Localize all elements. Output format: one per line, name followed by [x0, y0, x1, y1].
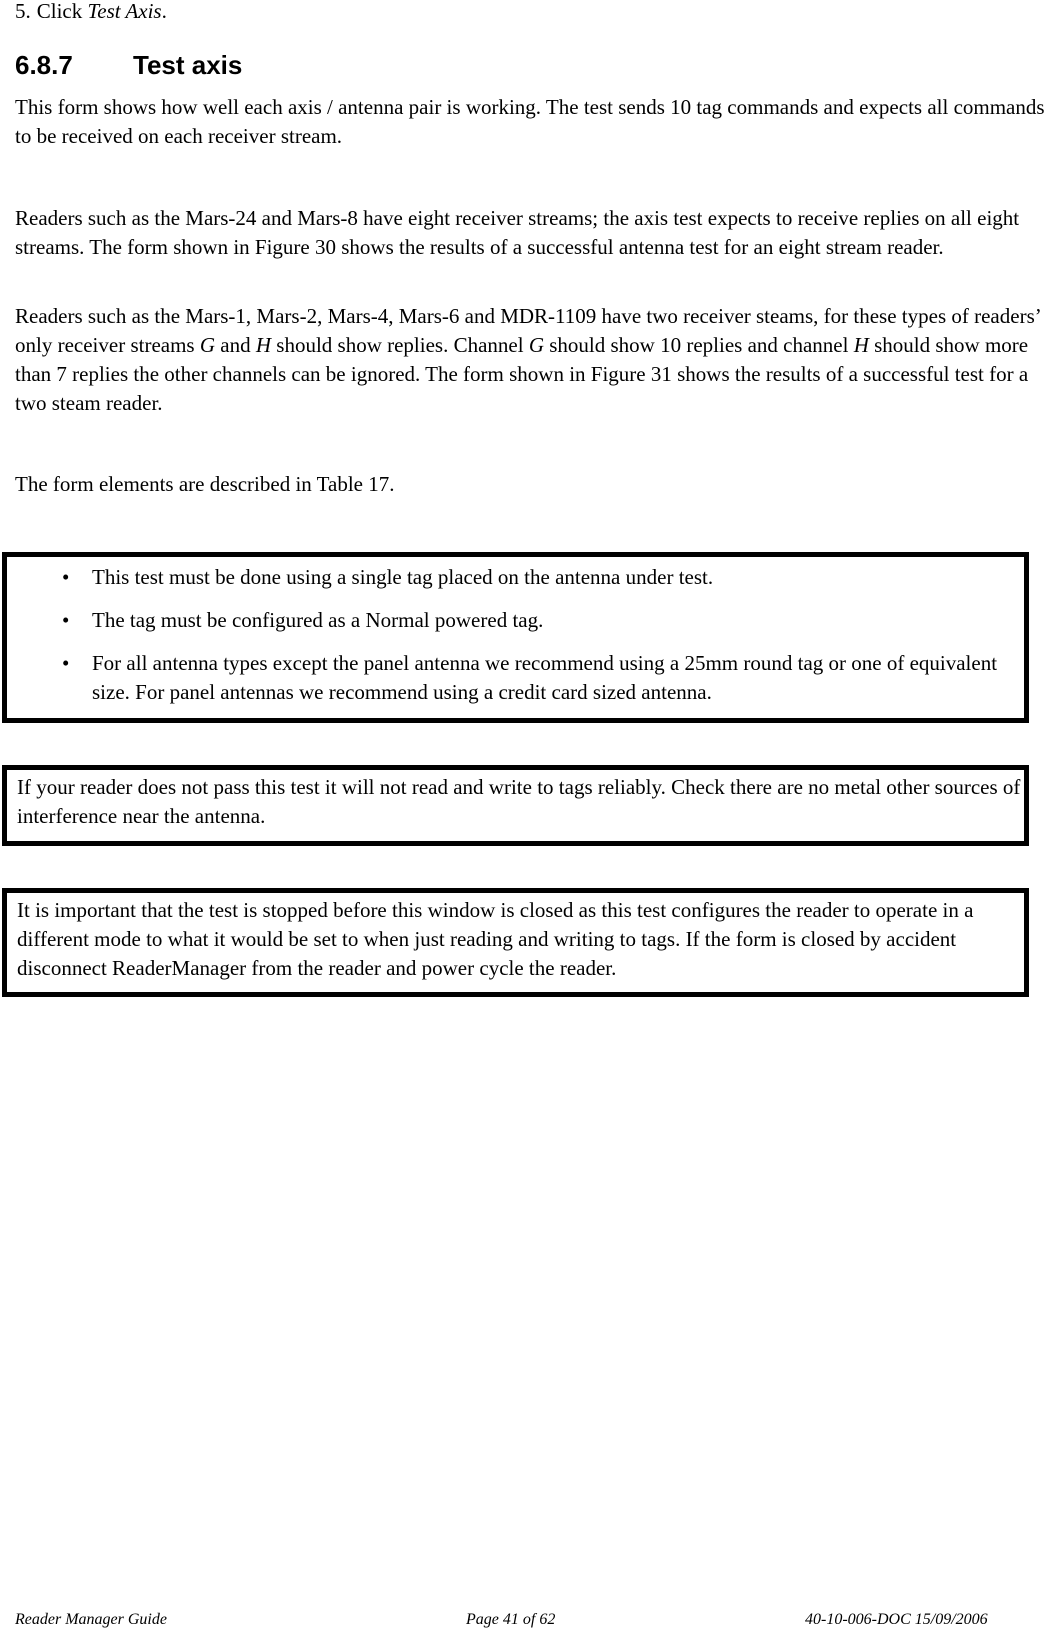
bullet-text: The tag must be configured as a Normal powered tag.	[92, 608, 544, 632]
bullet-icon: •	[62, 565, 70, 589]
step-instruction	[15, 0, 167, 24]
footer-page-number: Page 41 of 62	[466, 1611, 556, 1628]
bullet-text: For all antenna types except the panel antenna we recommend using a 25mm round tag or one of equivalent size. For panel antennas we recommend using a credit card sized antenna.	[92, 651, 998, 704]
paragraph-table-reference: The form elements are described in Table 17.	[15, 472, 395, 496]
requirements-box	[2, 552, 1029, 723]
reliability-warning-text: If your reader does not pass this test it will not read and write to tags reliably. Check there are no metal other sources of interference near the antenna.	[17, 775, 1021, 828]
list-item	[7, 606, 1024, 635]
list-item	[7, 563, 1024, 592]
p3-part-c: should show replies. Channel	[271, 333, 529, 357]
footer-document-title: Reader Manager Guide	[15, 1611, 167, 1628]
bullet-text: This test must be done using a single tag placed on the antenna under test.	[92, 565, 714, 589]
paragraph-two-stream	[15, 302, 1060, 418]
step-suffix: .	[161, 0, 167, 23]
p3-channel-h: H	[853, 333, 869, 357]
p3-part-b: and	[215, 333, 256, 357]
paragraph-eight-stream: Readers such as the Mars-24 and Mars-8 have eight receiver streams; the axis test expects to receive replies on all eight streams. The form shown in Figure 30 shows the results of a successful antenna test for an eight stream reader.	[15, 206, 1020, 259]
p3-channel-g: G	[528, 333, 544, 357]
footer-document-id: 40-10-006-DOC 15/09/2006	[805, 1611, 988, 1628]
paragraph-intro: This form shows how well each axis / antenna pair is working. The test sends 10 tag commands and expects all commands to be received on each receiver stream.	[15, 95, 1045, 148]
requirements-list	[7, 563, 1024, 707]
p3-part-e: should show more than 7 replies the other channels can be ignored. The form shown in Figure 31 shows the results of a successful test for a two steam reader.	[15, 333, 1029, 415]
bullet-icon: •	[62, 651, 70, 675]
stop-test-warning-text: It is important that the test is stopped before this window is closed as this test configures the reader to operate in a different mode to what it would be set to when just reading and writing to tags. If the form is closed by accident disconnect ReaderManager from the reader and power cycle the reader.	[17, 898, 974, 980]
section-title: Test axis	[133, 50, 243, 80]
step-target: Test Axis	[87, 0, 162, 23]
p3-part-d: should show 10 replies and channel	[544, 333, 854, 357]
p3-stream-g: G	[199, 333, 216, 357]
section-heading	[15, 48, 242, 82]
reliability-warning-box	[2, 765, 1029, 846]
stop-test-warning-box	[2, 888, 1029, 997]
list-item	[7, 649, 1024, 707]
step-prefix: Click	[36, 0, 88, 23]
p3-stream-h: H	[255, 333, 272, 357]
p3-part-a: Readers such as the Mars-1, Mars-2, Mars-4, Mars-6 and MDR-1109 have two receiver steams, for these types of readers’ only receiver streams	[15, 304, 1041, 357]
section-number: 6.8.7	[15, 50, 73, 80]
step-number: 5.	[15, 0, 31, 23]
bullet-icon: •	[62, 608, 70, 632]
